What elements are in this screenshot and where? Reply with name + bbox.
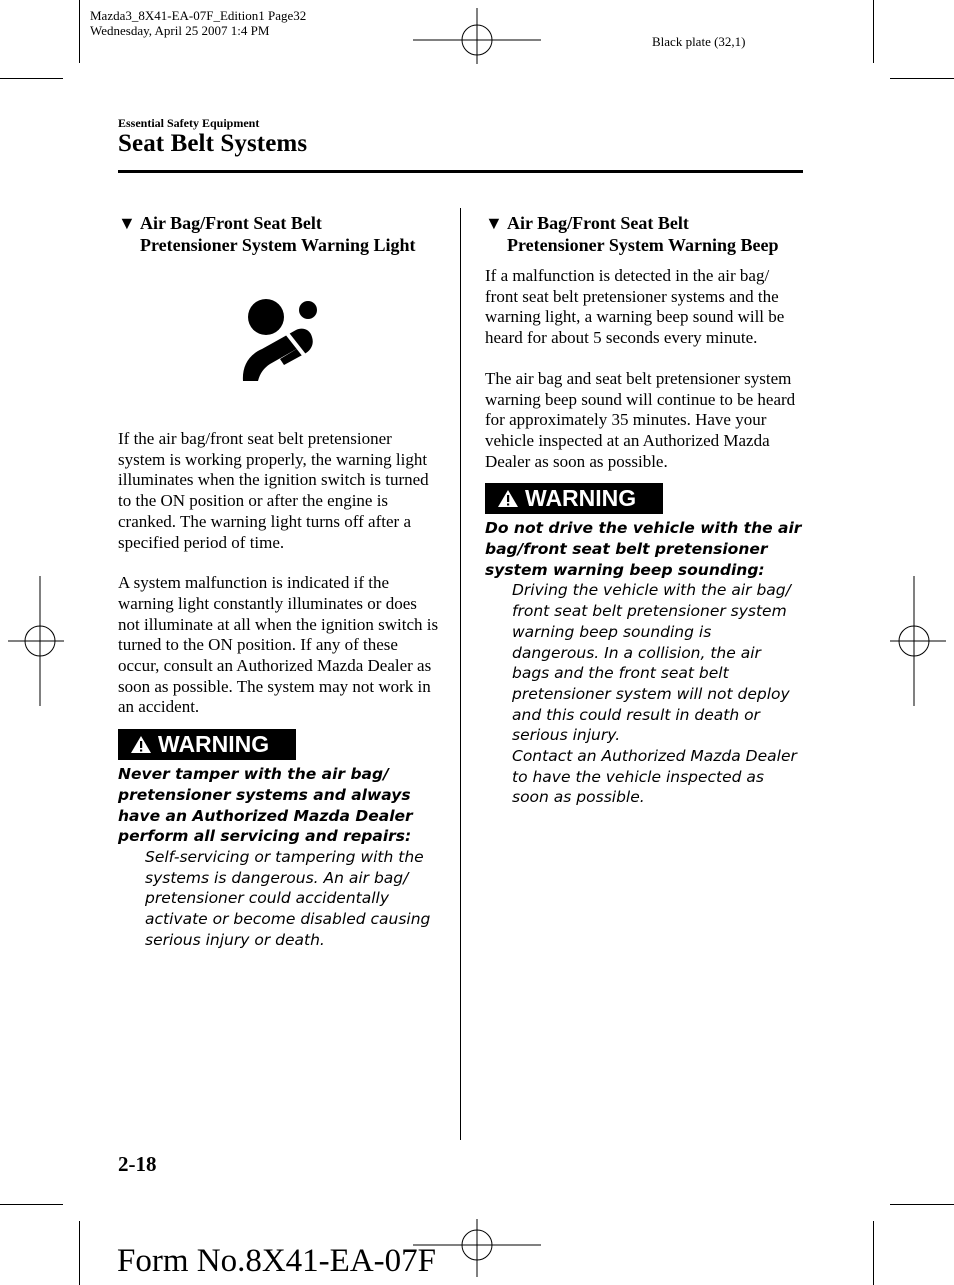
right-column [485,212,803,808]
file-info-line2: Wednesday, April 25 2007 1:4 PM [90,23,270,38]
warning-detail: Self-servicing or tampering with the systems is dangerous. An air bag/ pretensioner could accidentally activate or become disabled causing serious injury or death. [145,847,431,949]
warning-lead: Do not drive the vehicle with the air bag/front seat belt pretensioner system warning beep sounding: [485,519,802,579]
warning-banner [118,729,296,760]
paragraph: If the air bag/front seat belt pretensioner system is working properly, the warning light illuminates when the ignition switch is turned to the ON position or after the engine is cranked. The warning light turns off after a specified period of time. [118,429,429,552]
warning-label: WARNING [525,485,637,512]
page-number: 2-18 [118,1152,157,1176]
warning-text [485,518,803,808]
form-number: Form No.8X41-EA-07F [117,1243,436,1279]
warning-text [118,764,440,950]
file-info-line1: Mazda3_8X41-EA-07F_Edition1 Page32 [90,8,307,23]
warning-lead: Never tamper with the air bag/ pretensioner systems and always have an Authorized Mazda Dealer perform all servicing and repairs: [118,765,413,846]
registration-mark-icon [882,576,946,706]
triangle-marker-icon: ▼ [118,213,136,233]
warning-banner [485,483,663,514]
file-info [90,8,306,38]
warning-detail: Driving the vehicle with the air bag/ front seat belt pretensioner system warning beep sounding is dangerous. In a collision, the air bags and the front seat belt pretensioner system will not deploy and this could result in death or serious injury. [512,581,791,745]
column-divider [460,208,461,1140]
section-label: Essential Safety Equipment [118,116,260,130]
title-rule [118,170,803,173]
plate-label: Black plate (32,1) [652,34,746,49]
paragraph: If a malfunction is detected in the air bag/ front seat belt pretensioner systems and the warning light, a warning beep sound will be heard for about 5 seconds every minute. [485,266,785,348]
airbag-warning-icon [118,256,440,406]
paragraph: The air bag and seat belt pretensioner system warning beep sound will continue to be heard for approximately 35 minutes. Have your vehicle inspected at an Authorized Mazda Dealer as soon as possible. [485,368,796,471]
warning-detail: Contact an Authorized Mazda Dealer to have the vehicle inspected as soon as possible. [512,747,797,807]
section-heading: ▼ Air Bag/Front Seat Belt Pretensioner System Warning Beep [485,213,779,255]
warning-triangle-icon [130,735,152,754]
registration-mark-icon [413,8,541,72]
warning-label: WARNING [158,731,270,758]
registration-mark-icon [8,576,72,706]
paragraph: A system malfunction is indicated if the warning light constantly illuminates or does not illuminate at all when the ignition switch is turned to the ON position. If any of these occur, consult an Authorized Mazda Dealer as soon as possible. The system may not work in an accident. [118,573,439,717]
left-column [118,212,440,950]
triangle-marker-icon: ▼ [485,213,503,233]
warning-triangle-icon [497,489,519,508]
section-heading: ▼ Air Bag/Front Seat Belt Pretensioner System Warning Light [118,213,416,255]
page-title: Seat Belt Systems [118,130,308,157]
